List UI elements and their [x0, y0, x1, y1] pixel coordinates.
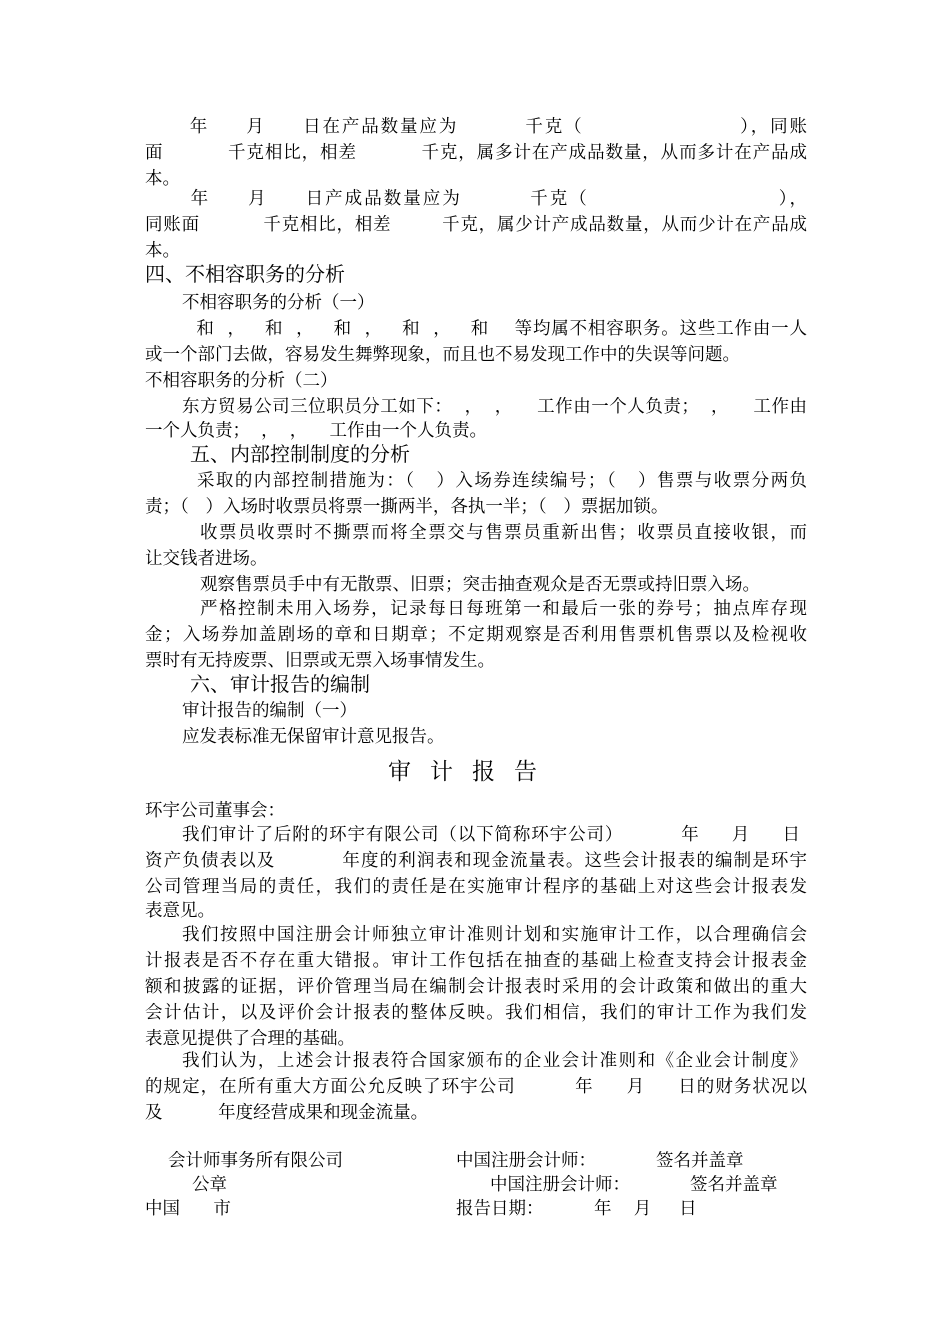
text-line: 观察售票员手中有无散票、旧票；突击抽查观众是否无票或持旧票入场。: [200, 575, 760, 595]
text-line: 公司管理当局的责任，我们的责任是在实施审计程序的基础上对这些会计报表发: [145, 877, 807, 897]
text-line: 应发表标准无保留审计意见报告。: [182, 727, 445, 747]
section-heading: 五、内部控制制度的分析: [190, 442, 410, 466]
sub-heading: 不相容职务的分析（二）: [145, 371, 338, 391]
cpa-label: 中国注册会计师：: [456, 1151, 596, 1171]
text-line: 我们审计了后附的环宇有限公司（以下简称环宇公司） 年 月 日: [182, 825, 800, 845]
text-line: 及 年度经营成果和现金流量。: [145, 1103, 429, 1123]
text-line: 一个人负责； ， ， 工作由一个人负责。: [145, 421, 488, 441]
text-line: 表意见提供了合理的基础。: [145, 1029, 355, 1049]
text-line: 会计估计，以及评价会计报表的整体反映。我们相信，我们的审计工作为我们发: [145, 1003, 807, 1023]
text-line: 年 月 日产成品数量应为 千克（ ），: [145, 189, 807, 209]
cpa-label: 中国注册会计师：: [490, 1175, 630, 1195]
text-line: 资产负债表以及 年度的利润表和现金流量表。这些会计报表的编制是环宇: [145, 851, 807, 871]
report-title: 审计报告: [388, 759, 556, 785]
section-heading: 六、审计报告的编制: [190, 672, 370, 696]
report-salutation: 环宇公司董事会：: [145, 801, 285, 821]
text-line: 票时有无持废票、旧票或无票入场事情发生。: [145, 651, 495, 671]
report-date-value: 年 月 日: [594, 1199, 697, 1219]
text-line: 年 月 日在产品数量应为 千克（ ），同账: [145, 117, 807, 137]
text-line: 金；入场券加盖剧场的章和日期章；不定期观察是否利用售票机售票以及检视收: [145, 625, 807, 645]
text-line: 和 ， 和 ， 和 ， 和 ， 和 等均属不相容职务。这些工作由一人: [190, 319, 807, 339]
report-date-label: 报告日期：: [456, 1199, 544, 1219]
firm-name: 会计师事务所有限公司: [168, 1151, 343, 1171]
text-line: 东方贸易公司三位职员分工如下： ， ， 工作由一个人负责； ， 工作由: [182, 397, 807, 417]
report-location: 中国 市: [145, 1199, 231, 1219]
text-line: 采取的内部控制措施为：（ ）入场券连续编号；（ ）售票与收票分两负: [190, 471, 807, 491]
text-line: 同账面 千克相比，相差 千克，属少计产成品数量，从而少计在产品成: [145, 215, 807, 235]
sub-heading: 不相容职务的分析（一）: [182, 293, 375, 313]
text-line: 本。: [145, 169, 180, 189]
text-line: 表意见。: [145, 901, 215, 921]
text-line: 严格控制未用入场券，记录每日每班第一和最后一张的券号；抽点库存现: [200, 599, 807, 619]
text-line: 计报表是否不存在重大错报。审计工作包括在抽查的基础上检查支持会计报表金: [145, 951, 807, 971]
text-line: 的规定，在所有重大方面公允反映了环宇公司 年 月 日的财务状况以: [145, 1077, 807, 1097]
signature-stamp-note: 签名并盖章: [690, 1175, 778, 1195]
text-line: 额和披露的证据，评价管理当局在编制会计报表时采用的会计政策和做出的重大: [145, 977, 807, 997]
text-line: 面 千克相比，相差 千克，属多计在产成品数量，从而多计在产品成: [145, 143, 807, 163]
sub-heading: 审计报告的编制（一）: [182, 701, 357, 721]
text-line: 或一个部门去做，容易发生舞弊现象，而且也不易发现工作中的失误等问题。: [145, 345, 740, 365]
section-heading: 四、不相容职务的分析: [145, 262, 345, 286]
text-line: 责；（ ）入场时收票员将票一撕两半，各执一半；（ ）票据加锁。: [145, 497, 669, 517]
text-line: 我们按照中国注册会计师独立审计准则计划和实施审计工作，以合理确信会: [182, 925, 807, 945]
text-line: 收票员收票时不撕票而将全票交与售票员重新出售；收票员直接收银，而: [200, 523, 807, 543]
text-line: 我们认为，上述会计报表符合国家颁布的企业会计准则和《企业会计制度》: [182, 1051, 807, 1071]
text-line: 让交钱者进场。: [145, 549, 268, 569]
text-line: 本。: [145, 241, 180, 261]
seal-label: 公章: [192, 1175, 227, 1195]
signature-stamp-note: 签名并盖章: [656, 1151, 744, 1171]
